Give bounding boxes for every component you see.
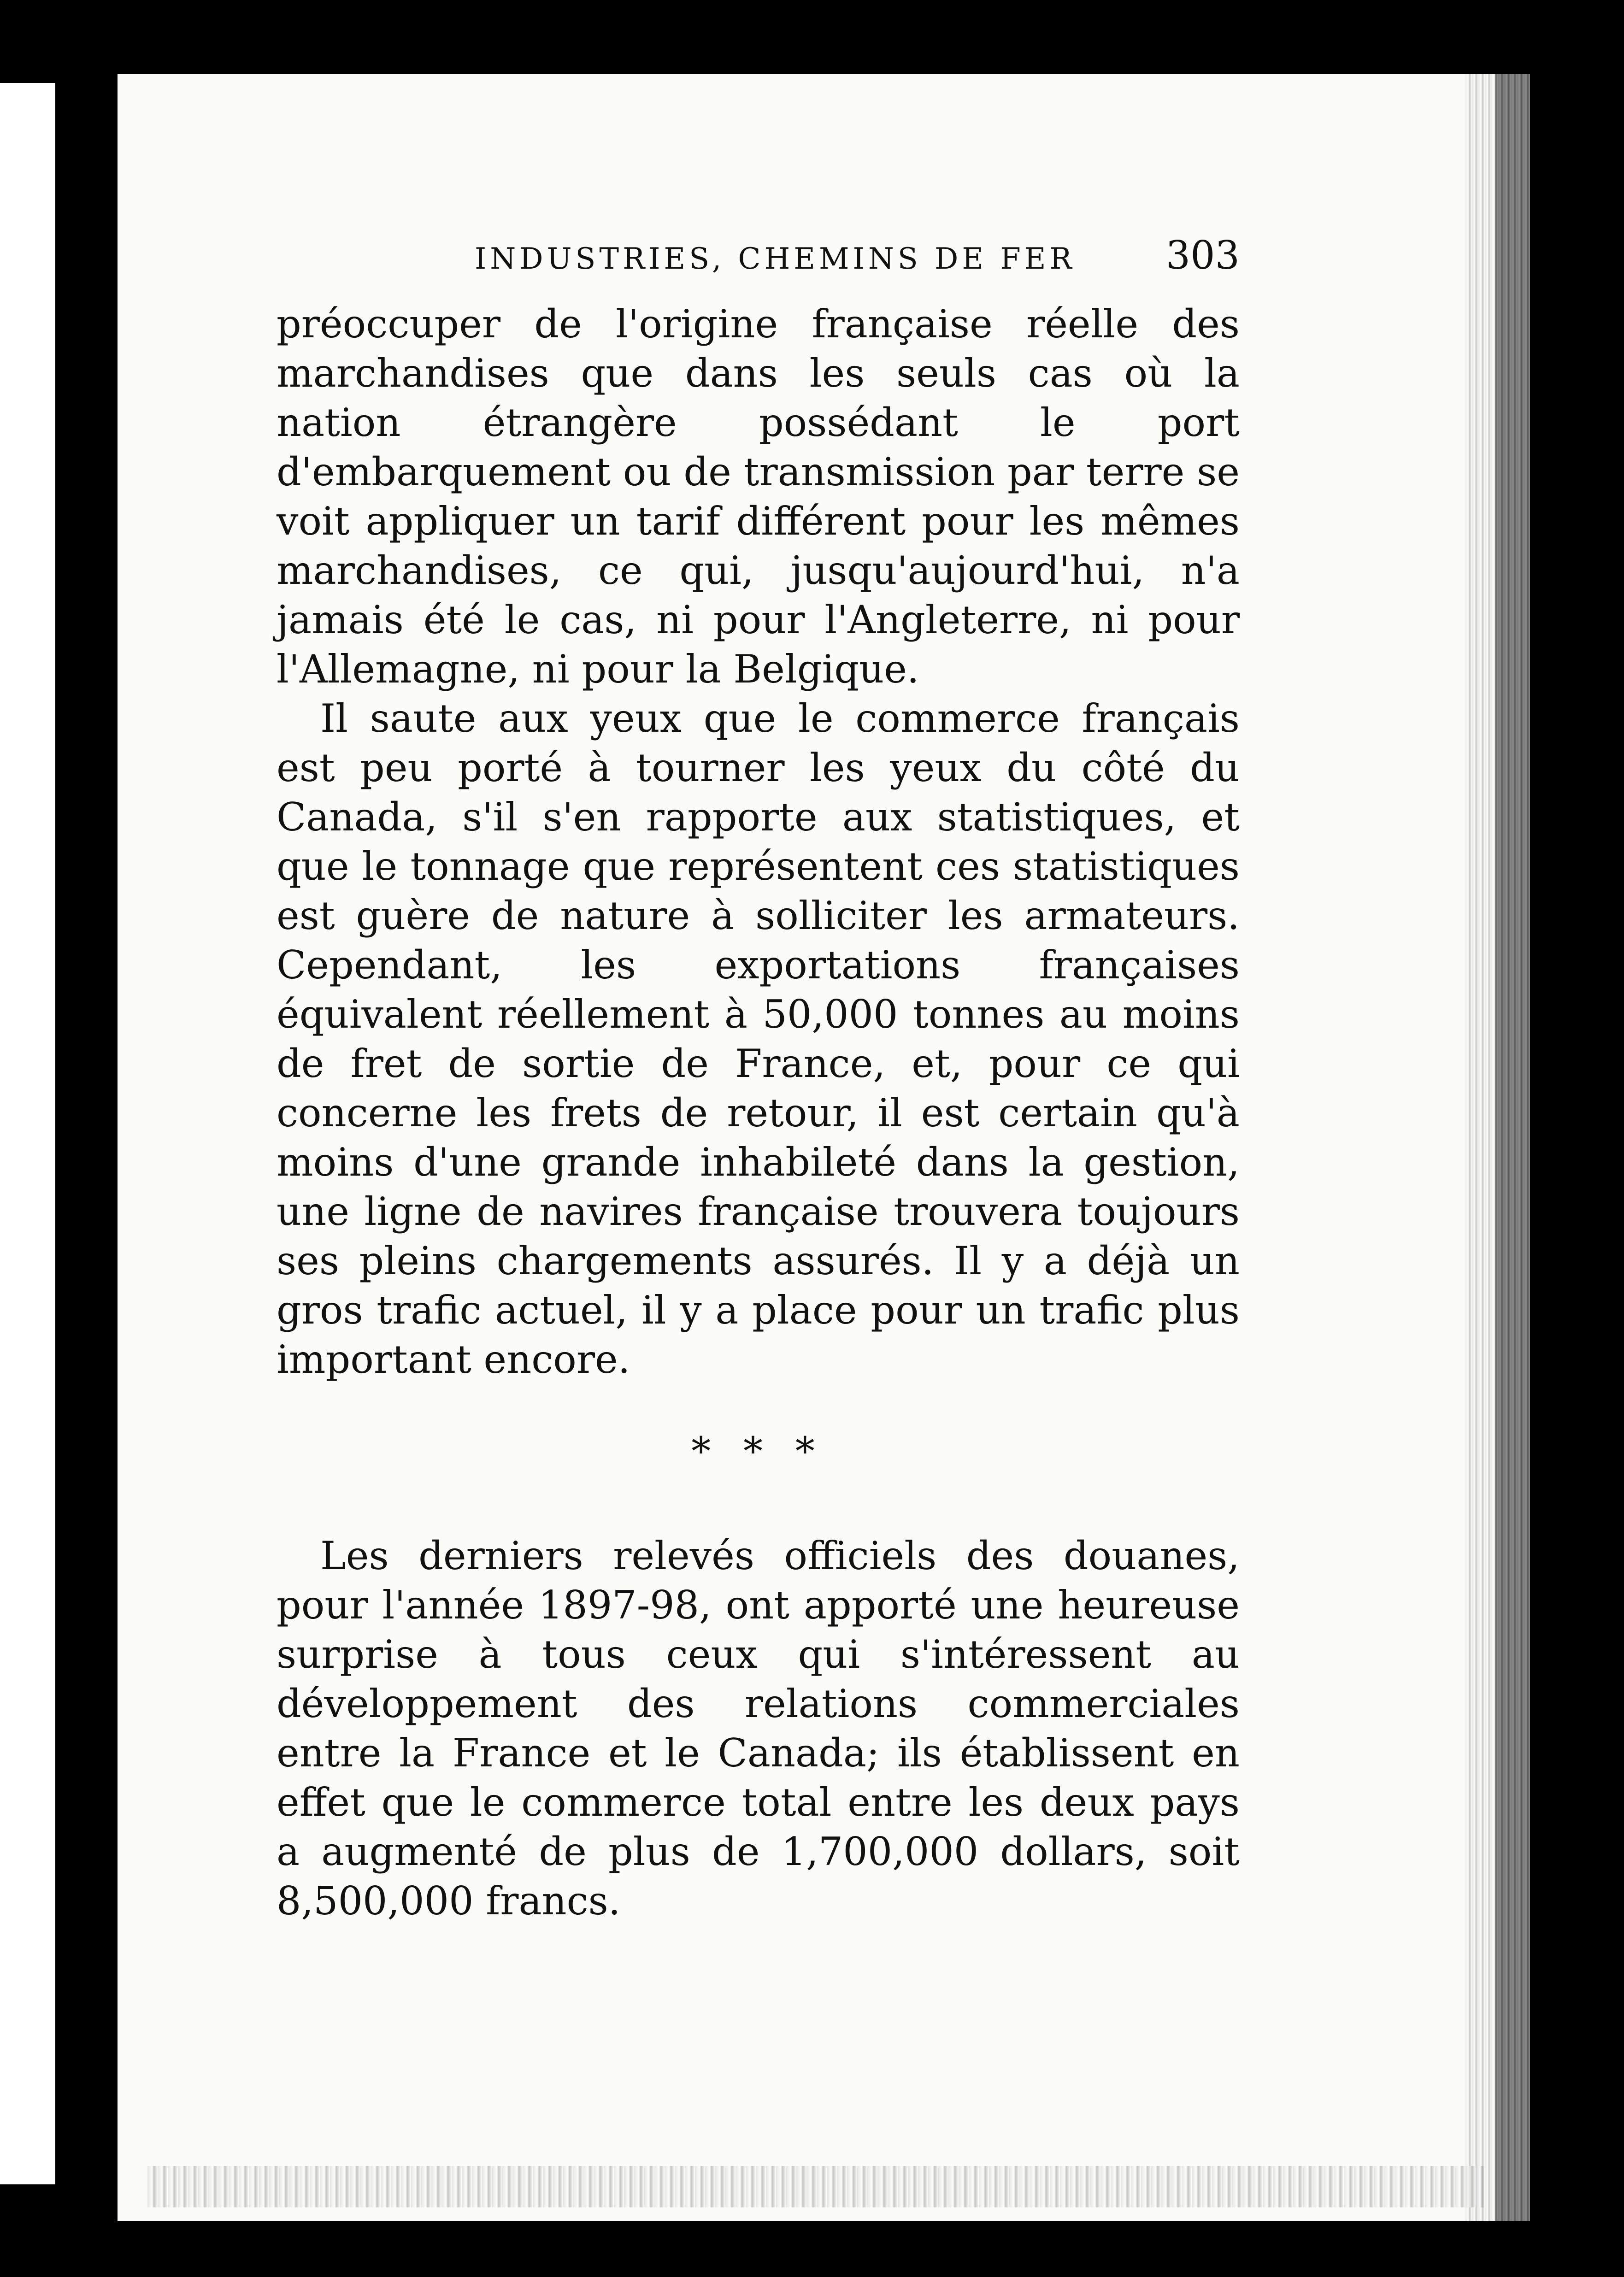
page-body xyxy=(277,300,1240,1926)
paragraph-customs-report: Les derniers relevés officiels des douanes, pour l'année 1897-98, ont apporté une heureuse surprise à tous ceux qui s'intéressent au développement des relations commerciales entre la France et le Canada; ils établissent en effet que le commerce total entre les deux pays a augmenté de plus de 1,700,000 dollars, soit 8,500,000 francs. xyxy=(277,1533,1240,1924)
page-edge-right xyxy=(1465,74,1530,2221)
paragraph-continued: préoccuper de l'origine française réelle des marchandises que dans les seuls cas où la nation étrangère possédant le port d'embarquement ou de transmission par terre se voit appliquer un tarif différent pour les mêmes marchandises, ce qui, jusqu'aujourd'hui, n'a jamais été le cas, ni pour l'Angleterre, ni pour l'Allemagne, ni pour la Belgique. xyxy=(277,301,1240,692)
scan-margin-left xyxy=(0,83,55,2184)
page-edge-bottom xyxy=(147,2166,1484,2207)
running-head: INDUSTRIES, CHEMINS DE FER xyxy=(475,242,1076,276)
paragraph-trade-analysis: Il saute aux yeux que le commerce français est peu porté à tourner les yeux du côté du Canada, s'il s'en rapporte aux statistiques, et que le tonnage que représentent ces statistiques est guère de nature à solliciter les armateurs. Cependant, les exportations françaises équivalent réellement à 50,000 tonnes au moins de fret de sortie de France, et, pour ce qui concerne les frets de retour, il est certain qu'à moins d'une grande inhabileté dans la gestion, une ligne de navires française trouvera toujours ses pleins chargements assurés. Il y a déjà un gros trafic actuel, il y a place pour un trafic plus important encore. xyxy=(277,696,1240,1382)
page-number: 303 xyxy=(1165,233,1240,278)
page-header xyxy=(277,233,1240,283)
section-separator: * * * xyxy=(691,1429,825,1474)
